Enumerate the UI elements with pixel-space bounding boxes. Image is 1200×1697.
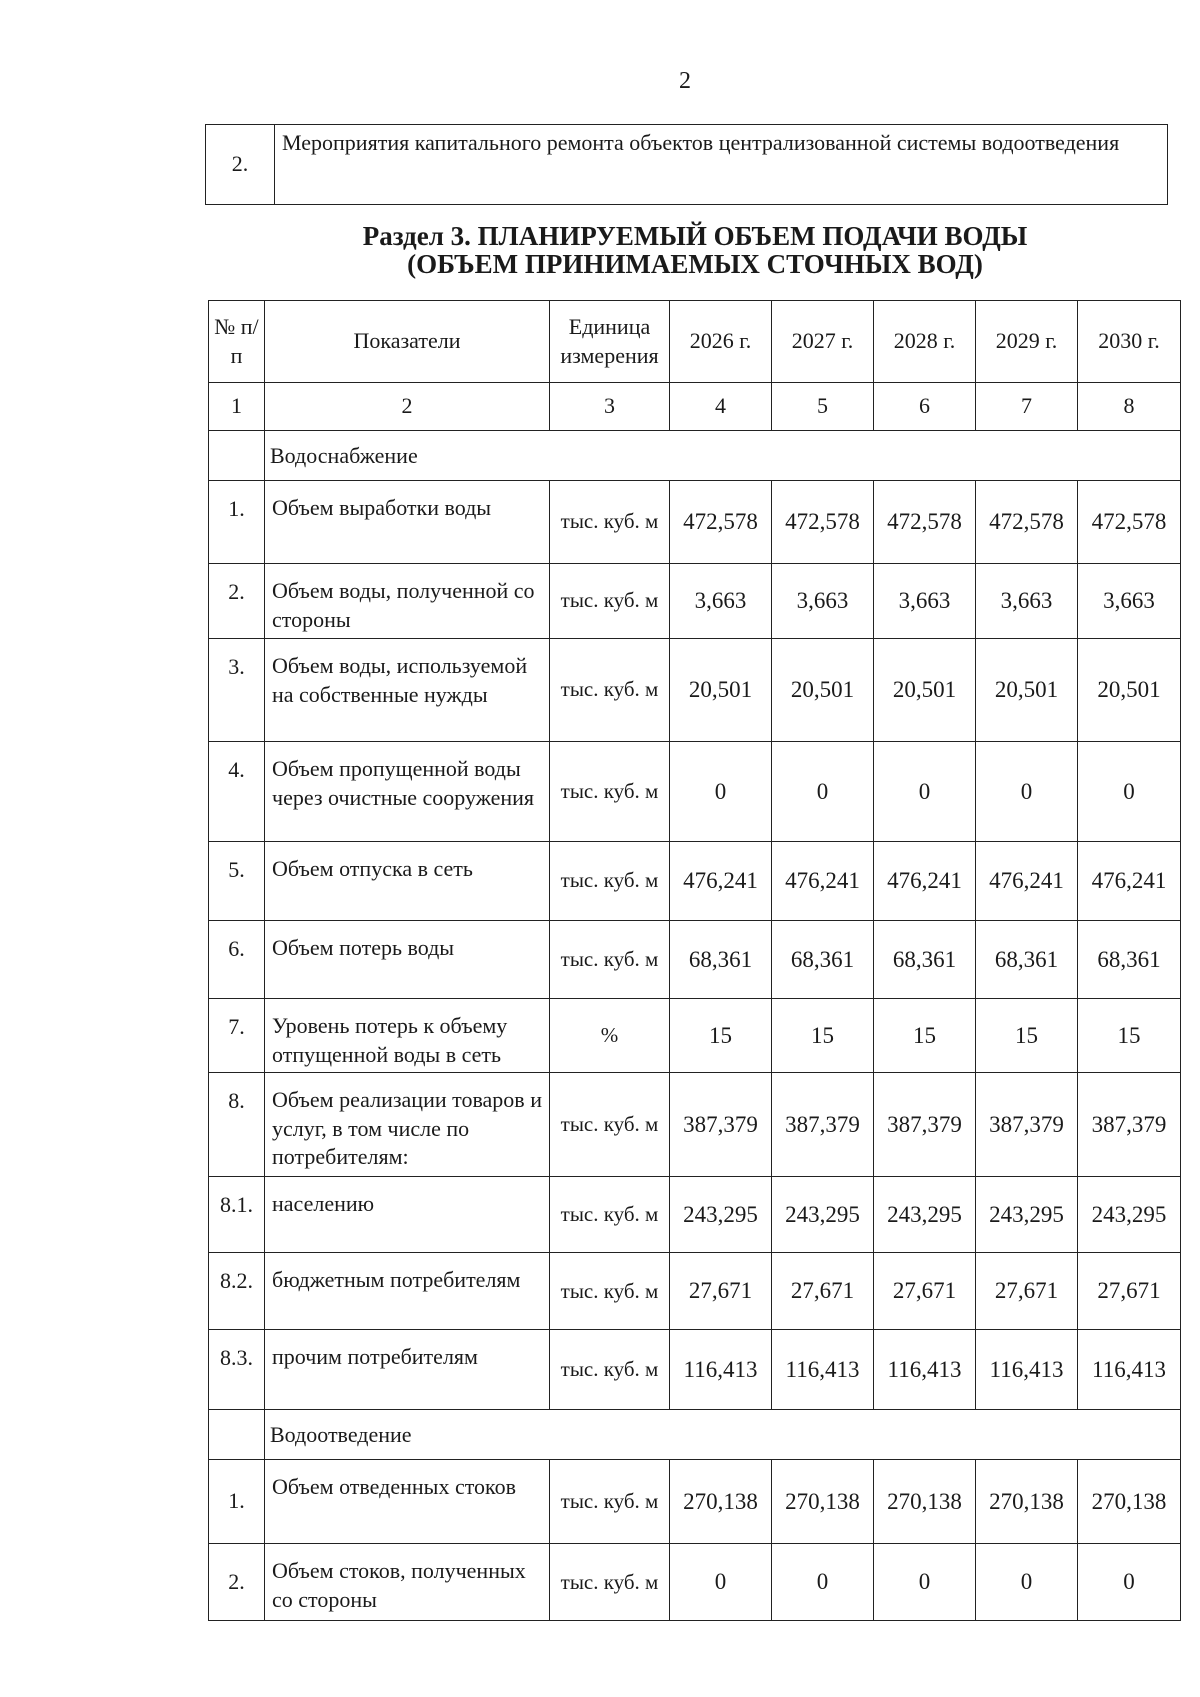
row-text: Мероприятия капитального ремонта объектов централизованной системы водоотведения — [275, 125, 1168, 205]
unit-cell: тыс. куб. м — [550, 564, 670, 639]
section-label: Водоснабжение — [265, 431, 1181, 481]
row-number: 3. — [209, 639, 265, 742]
value-cell: 0 — [976, 742, 1078, 842]
value-cell: 243,295 — [874, 1177, 976, 1253]
section-row-wastewater — [209, 1410, 1181, 1460]
previous-table-fragment — [205, 124, 1168, 205]
indicator-name: Объем потерь воды — [265, 921, 550, 999]
page-number: 2 — [679, 68, 691, 94]
table-row — [209, 999, 1181, 1073]
value-cell: 476,241 — [1078, 842, 1181, 921]
row-number: 7. — [209, 999, 265, 1073]
table-row — [209, 1073, 1181, 1177]
value-cell: 3,663 — [1078, 564, 1181, 639]
value-cell: 270,138 — [1078, 1460, 1181, 1544]
row-number: 5. — [209, 842, 265, 921]
section-title-line-2: (ОБЪЕМ ПРИНИМАЕМЫХ СТОЧНЫХ ВОД) — [407, 249, 983, 280]
value-cell: 243,295 — [976, 1177, 1078, 1253]
row-number: 1. — [209, 481, 265, 564]
column-number: 1 — [209, 383, 265, 431]
unit-cell: тыс. куб. м — [550, 1544, 670, 1621]
value-cell: 3,663 — [670, 564, 772, 639]
value-cell: 15 — [874, 999, 976, 1073]
value-cell: 68,361 — [670, 921, 772, 999]
value-cell: 472,578 — [874, 481, 976, 564]
row-number: 8. — [209, 1073, 265, 1177]
value-cell: 270,138 — [772, 1460, 874, 1544]
value-cell: 472,578 — [772, 481, 874, 564]
column-number: 2 — [265, 383, 550, 431]
value-cell: 476,241 — [976, 842, 1078, 921]
column-number: 3 — [550, 383, 670, 431]
value-cell: 0 — [772, 1544, 874, 1621]
value-cell: 472,578 — [670, 481, 772, 564]
section-label: Водоотведение — [265, 1410, 1181, 1460]
value-cell: 0 — [874, 742, 976, 842]
value-cell: 68,361 — [874, 921, 976, 999]
unit-cell: тыс. куб. м — [550, 742, 670, 842]
row-number: 2. — [209, 564, 265, 639]
row-number: 8.3. — [209, 1330, 265, 1410]
value-cell: 20,501 — [670, 639, 772, 742]
unit-cell: тыс. куб. м — [550, 1330, 670, 1410]
header-year: 2026 г. — [670, 301, 772, 383]
row-number: 2. — [206, 125, 275, 205]
value-cell: 0 — [1078, 1544, 1181, 1621]
value-cell: 3,663 — [772, 564, 874, 639]
table-row — [209, 564, 1181, 639]
table-row — [209, 1253, 1181, 1330]
value-cell: 20,501 — [1078, 639, 1181, 742]
value-cell: 270,138 — [874, 1460, 976, 1544]
column-number: 4 — [670, 383, 772, 431]
value-cell: 15 — [1078, 999, 1181, 1073]
indicator-name: Объем отпуска в сеть — [265, 842, 550, 921]
table-row — [206, 125, 1168, 205]
indicator-name: Объем реализации товаров и услуг, в том числе по потребителям: — [265, 1073, 550, 1177]
value-cell: 0 — [976, 1544, 1078, 1621]
header-year: 2030 г. — [1078, 301, 1181, 383]
value-cell: 476,241 — [874, 842, 976, 921]
table-row — [209, 1460, 1181, 1544]
value-cell: 68,361 — [976, 921, 1078, 999]
indicator-name: бюджетным потребителям — [265, 1253, 550, 1330]
value-cell: 27,671 — [874, 1253, 976, 1330]
table-row — [209, 921, 1181, 999]
row-number: 8.1. — [209, 1177, 265, 1253]
value-cell: 116,413 — [976, 1330, 1078, 1410]
unit-cell: тыс. куб. м — [550, 639, 670, 742]
column-number: 6 — [874, 383, 976, 431]
indicator-name: Объем пропущенной воды через очистные сооружения — [265, 742, 550, 842]
value-cell: 0 — [1078, 742, 1181, 842]
table-row — [209, 1177, 1181, 1253]
value-cell: 15 — [670, 999, 772, 1073]
header-year: 2028 г. — [874, 301, 976, 383]
header-year: 2027 г. — [772, 301, 874, 383]
value-cell: 387,379 — [670, 1073, 772, 1177]
unit-cell: тыс. куб. м — [550, 1073, 670, 1177]
value-cell: 20,501 — [976, 639, 1078, 742]
row-number: 8.2. — [209, 1253, 265, 1330]
value-cell: 387,379 — [976, 1073, 1078, 1177]
value-cell: 15 — [772, 999, 874, 1073]
value-cell: 476,241 — [670, 842, 772, 921]
table-row — [209, 1544, 1181, 1621]
row-number: 2. — [209, 1544, 265, 1621]
value-cell: 20,501 — [874, 639, 976, 742]
table-row — [209, 842, 1181, 921]
column-number: 5 — [772, 383, 874, 431]
value-cell: 387,379 — [874, 1073, 976, 1177]
header-num: № п/п — [209, 301, 265, 383]
table-row — [209, 481, 1181, 564]
section-title — [300, 222, 1090, 279]
value-cell: 3,663 — [976, 564, 1078, 639]
row-number: 6. — [209, 921, 265, 999]
value-cell: 243,295 — [772, 1177, 874, 1253]
column-number: 8 — [1078, 383, 1181, 431]
indicator-name: прочим потребителям — [265, 1330, 550, 1410]
unit-cell: тыс. куб. м — [550, 481, 670, 564]
value-cell: 243,295 — [670, 1177, 772, 1253]
value-cell: 116,413 — [772, 1330, 874, 1410]
column-number-row — [209, 383, 1181, 431]
value-cell: 387,379 — [772, 1073, 874, 1177]
value-cell: 387,379 — [1078, 1073, 1181, 1177]
indicator-name: Объем отведенных стоков — [265, 1460, 550, 1544]
value-cell: 27,671 — [670, 1253, 772, 1330]
value-cell: 116,413 — [670, 1330, 772, 1410]
value-cell: 270,138 — [670, 1460, 772, 1544]
indicator-name: Объем стоков, полученных со стороны — [265, 1544, 550, 1621]
unit-cell: тыс. куб. м — [550, 1177, 670, 1253]
indicator-name: Объем воды, полученной со стороны — [265, 564, 550, 639]
table-header-row — [209, 301, 1181, 383]
value-cell: 472,578 — [976, 481, 1078, 564]
value-cell: 20,501 — [772, 639, 874, 742]
row-number: 4. — [209, 742, 265, 842]
value-cell: 27,671 — [1078, 1253, 1181, 1330]
value-cell: 68,361 — [1078, 921, 1181, 999]
value-cell: 476,241 — [772, 842, 874, 921]
value-cell: 243,295 — [1078, 1177, 1181, 1253]
unit-cell: тыс. куб. м — [550, 1460, 670, 1544]
column-number: 7 — [976, 383, 1078, 431]
value-cell: 116,413 — [874, 1330, 976, 1410]
value-cell: 27,671 — [772, 1253, 874, 1330]
header-unit: Единица измерения — [550, 301, 670, 383]
value-cell: 68,361 — [772, 921, 874, 999]
value-cell: 27,671 — [976, 1253, 1078, 1330]
row-number: 1. — [209, 1460, 265, 1544]
header-year: 2029 г. — [976, 301, 1078, 383]
table-row — [209, 1330, 1181, 1410]
indicator-name: населению — [265, 1177, 550, 1253]
value-cell: 0 — [874, 1544, 976, 1621]
value-cell: 0 — [670, 742, 772, 842]
value-cell: 15 — [976, 999, 1078, 1073]
table-row — [209, 639, 1181, 742]
section-row-water-supply — [209, 431, 1181, 481]
value-cell: 472,578 — [1078, 481, 1181, 564]
value-cell: 270,138 — [976, 1460, 1078, 1544]
value-cell: 0 — [772, 742, 874, 842]
indicator-name: Объем воды, используемой на собственные нужды — [265, 639, 550, 742]
section-title-line-1: Раздел 3. ПЛАНИРУЕМЫЙ ОБЪЕМ ПОДАЧИ ВОДЫ — [362, 221, 1028, 251]
indicator-name: Объем выработки воды — [265, 481, 550, 564]
unit-cell: тыс. куб. м — [550, 842, 670, 921]
unit-cell: % — [550, 999, 670, 1073]
value-cell: 116,413 — [1078, 1330, 1181, 1410]
water-volume-table — [208, 300, 1181, 1621]
table-row — [209, 742, 1181, 842]
value-cell: 3,663 — [874, 564, 976, 639]
header-indicator: Показатели — [265, 301, 550, 383]
unit-cell: тыс. куб. м — [550, 1253, 670, 1330]
indicator-name: Уровень потерь к объему отпущенной воды в сеть — [265, 999, 550, 1073]
unit-cell: тыс. куб. м — [550, 921, 670, 999]
value-cell: 0 — [670, 1544, 772, 1621]
